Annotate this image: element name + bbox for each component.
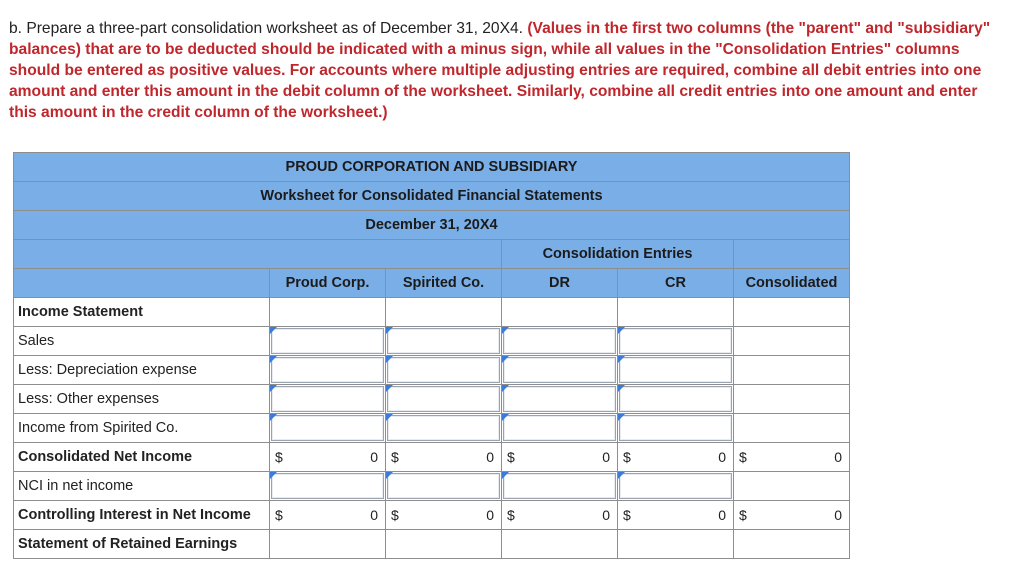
- col-header-spirited: Spirited Co.: [386, 269, 502, 298]
- consolidation-entries-header: Consolidation Entries: [502, 240, 734, 269]
- company-name: PROUD CORPORATION AND SUBSIDIARY: [14, 153, 850, 182]
- cni-consolidated-total: [734, 443, 850, 472]
- empty-cell: [734, 298, 850, 327]
- total-value: 0: [718, 449, 726, 465]
- total-value: 0: [370, 507, 378, 523]
- empty-cell: [502, 298, 618, 327]
- cni-dr-total: [502, 443, 618, 472]
- consolidation-worksheet: [13, 152, 850, 559]
- other-expenses-label: Less: Other expenses: [14, 385, 270, 414]
- empty-cell: [618, 298, 734, 327]
- depreciation-spirited-input[interactable]: [386, 356, 502, 385]
- sales-label: Sales: [14, 327, 270, 356]
- empty-cell: [270, 298, 386, 327]
- currency-symbol: $: [507, 507, 515, 523]
- cni-spirited-total: [386, 443, 502, 472]
- header-label-spacer: [14, 269, 270, 298]
- worksheet-title: Worksheet for Consolidated Financial Statements: [14, 182, 850, 211]
- nci-cr-input[interactable]: [618, 472, 734, 501]
- income-from-sub-proud-input[interactable]: [270, 414, 386, 443]
- nci-proud-input[interactable]: [270, 472, 386, 501]
- income-statement-label: Income Statement: [14, 298, 270, 327]
- depreciation-proud-input[interactable]: [270, 356, 386, 385]
- total-value: 0: [602, 507, 610, 523]
- ci-dr-total: [502, 501, 618, 530]
- currency-symbol: $: [391, 449, 399, 465]
- total-value: 0: [486, 507, 494, 523]
- income-from-sub-consolidated-cell: [734, 414, 850, 443]
- instructions-text: b. Prepare a three-part consolidation worksheet as of December 31, 20X4.: [9, 20, 528, 37]
- other-expenses-dr-input[interactable]: [502, 385, 618, 414]
- depreciation-label: Less: Depreciation expense: [14, 356, 270, 385]
- header-spacer-right: [734, 240, 850, 269]
- ci-proud-total: [270, 501, 386, 530]
- col-header-proud: Proud Corp.: [270, 269, 386, 298]
- currency-symbol: $: [739, 449, 747, 465]
- retained-earnings-label: Statement of Retained Earnings: [14, 530, 270, 559]
- other-expenses-spirited-input[interactable]: [386, 385, 502, 414]
- col-header-cr: CR: [618, 269, 734, 298]
- other-expenses-consolidated-cell: [734, 385, 850, 414]
- depreciation-dr-input[interactable]: [502, 356, 618, 385]
- currency-symbol: $: [275, 507, 283, 523]
- currency-symbol: $: [623, 449, 631, 465]
- total-value: 0: [834, 449, 842, 465]
- empty-cell: [386, 530, 502, 559]
- other-expenses-proud-input[interactable]: [270, 385, 386, 414]
- income-from-sub-cr-input[interactable]: [618, 414, 734, 443]
- income-from-sub-dr-input[interactable]: [502, 414, 618, 443]
- total-value: 0: [834, 507, 842, 523]
- instructions: [9, 18, 1009, 123]
- ci-spirited-total: [386, 501, 502, 530]
- currency-symbol: $: [623, 507, 631, 523]
- col-header-dr: DR: [502, 269, 618, 298]
- total-value: 0: [602, 449, 610, 465]
- sales-consolidated-cell: [734, 327, 850, 356]
- other-expenses-cr-input[interactable]: [618, 385, 734, 414]
- total-value: 0: [486, 449, 494, 465]
- cni-cr-total: [618, 443, 734, 472]
- currency-symbol: $: [275, 449, 283, 465]
- nci-label: NCI in net income: [14, 472, 270, 501]
- sales-cr-input[interactable]: [618, 327, 734, 356]
- nci-dr-input[interactable]: [502, 472, 618, 501]
- income-from-sub-label: Income from Spirited Co.: [14, 414, 270, 443]
- empty-cell: [618, 530, 734, 559]
- consolidated-net-income-label: Consolidated Net Income: [14, 443, 270, 472]
- currency-symbol: $: [391, 507, 399, 523]
- empty-cell: [502, 530, 618, 559]
- empty-cell: [734, 530, 850, 559]
- depreciation-cr-input[interactable]: [618, 356, 734, 385]
- worksheet-date: December 31, 20X4: [14, 211, 850, 240]
- col-header-consolidated: Consolidated: [734, 269, 850, 298]
- currency-symbol: $: [507, 449, 515, 465]
- controlling-interest-label: Controlling Interest in Net Income: [14, 501, 270, 530]
- ci-consolidated-total: [734, 501, 850, 530]
- nci-spirited-input[interactable]: [386, 472, 502, 501]
- sales-proud-input[interactable]: [270, 327, 386, 356]
- total-value: 0: [718, 507, 726, 523]
- currency-symbol: $: [739, 507, 747, 523]
- sales-spirited-input[interactable]: [386, 327, 502, 356]
- nci-consolidated-cell: [734, 472, 850, 501]
- ci-cr-total: [618, 501, 734, 530]
- header-spacer: [14, 240, 502, 269]
- empty-cell: [386, 298, 502, 327]
- empty-cell: [270, 530, 386, 559]
- total-value: 0: [370, 449, 378, 465]
- cni-proud-total: [270, 443, 386, 472]
- depreciation-consolidated-cell: [734, 356, 850, 385]
- sales-dr-input[interactable]: [502, 327, 618, 356]
- income-from-sub-spirited-input[interactable]: [386, 414, 502, 443]
- instructions-bold-text: (Values in the first two columns (the "parent" and "subsidiary" balances) that are to be deducted should be indicated with a minus sign, while all values in the "Consolidation Entries" columns should be entered as positive values. For accounts where multiple adjusting entries are required, combine all debit entries into one amount and enter this amount in the debit column of the worksheet. Similarly, combine all credit entries into one amount and enter this amount in the credit column of the worksheet.): [9, 20, 991, 121]
